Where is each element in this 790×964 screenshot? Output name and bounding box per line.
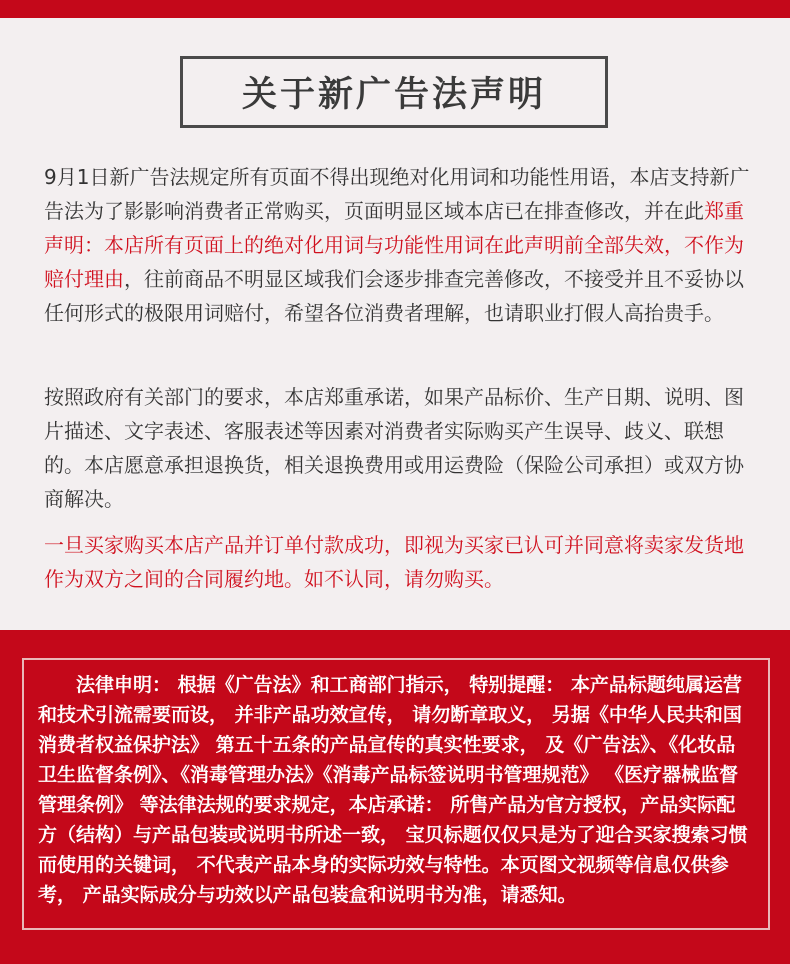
statement-text-continued: ，往前商品不明显区域我们会逐步排查完善修改，不接受并且不妥协以任何形式的极限用词赔付，希望各位消费者理解，也请职业打假人高抬贵手。: [44, 267, 744, 325]
statement-highlight: 郑重声明：本店所有页面上的绝对化用词与功能性用词在此声明前全部失效，不作为赔付理由: [44, 199, 744, 291]
legal-notice-text: 法律申明： 根据《广告法》和工商部门指示， 特别提醒： 本产品标题纯属运营和技术引流需要而设， 并非产品功效宣传， 请勿断章取义， 另据《中华人民共和国消费者权益保护法》 第五十五条的产品宣传的真实性要求， 及《广告法》、《化妆品卫生监督条例》、《消毒管理办法》《消毒产品标签说明书管理规范》 《医疗器械监督管理条例》 等法律法规的要求规定，本店承诺： 所售产品为官方授权，产品实际配方（结构）与产品包装或说明书所述一致， 宝贝标题仅仅只是为了迎合买家搜索习惯而使用的关键词， 不代表产品本身的实际功效与特性。本页图文视频等信息仅供参考， 产品实际成分与功效以产品包装盒和说明书为准，请悉知。: [38, 674, 748, 906]
page-title: 关于新广告法声明: [180, 56, 608, 128]
statement-section: [0, 18, 790, 630]
legal-notice-box: [22, 658, 770, 930]
statement-paragraph-3: 一旦买家购买本店产品并订单付款成功，即视为买家已认可并同意将卖家发货地作为双方之间的合同履约地。如不认同，请勿购买。: [44, 533, 744, 591]
statement-paragraph-2: 按照政府有关部门的要求，本店郑重承诺，如果产品标价、生产日期、说明、图片描述、文字表述、客服表述等因素对消费者实际购买产生误导、歧义、联想的。本店愿意承担退换货，相关退换费用或用运费险（保险公司承担）或双方协商解决。: [44, 385, 744, 511]
legal-section: [0, 630, 790, 964]
top-red-bar: [0, 0, 790, 18]
statement-text: 9月1日新广告法规定所有页面不得出现绝对化用词和功能性用语，本店支持新广告法为了影影响消费者正常购买，页面明显区域本店已在排查修改，并在此: [44, 165, 750, 223]
statement-paragraph-1: [44, 160, 754, 330]
